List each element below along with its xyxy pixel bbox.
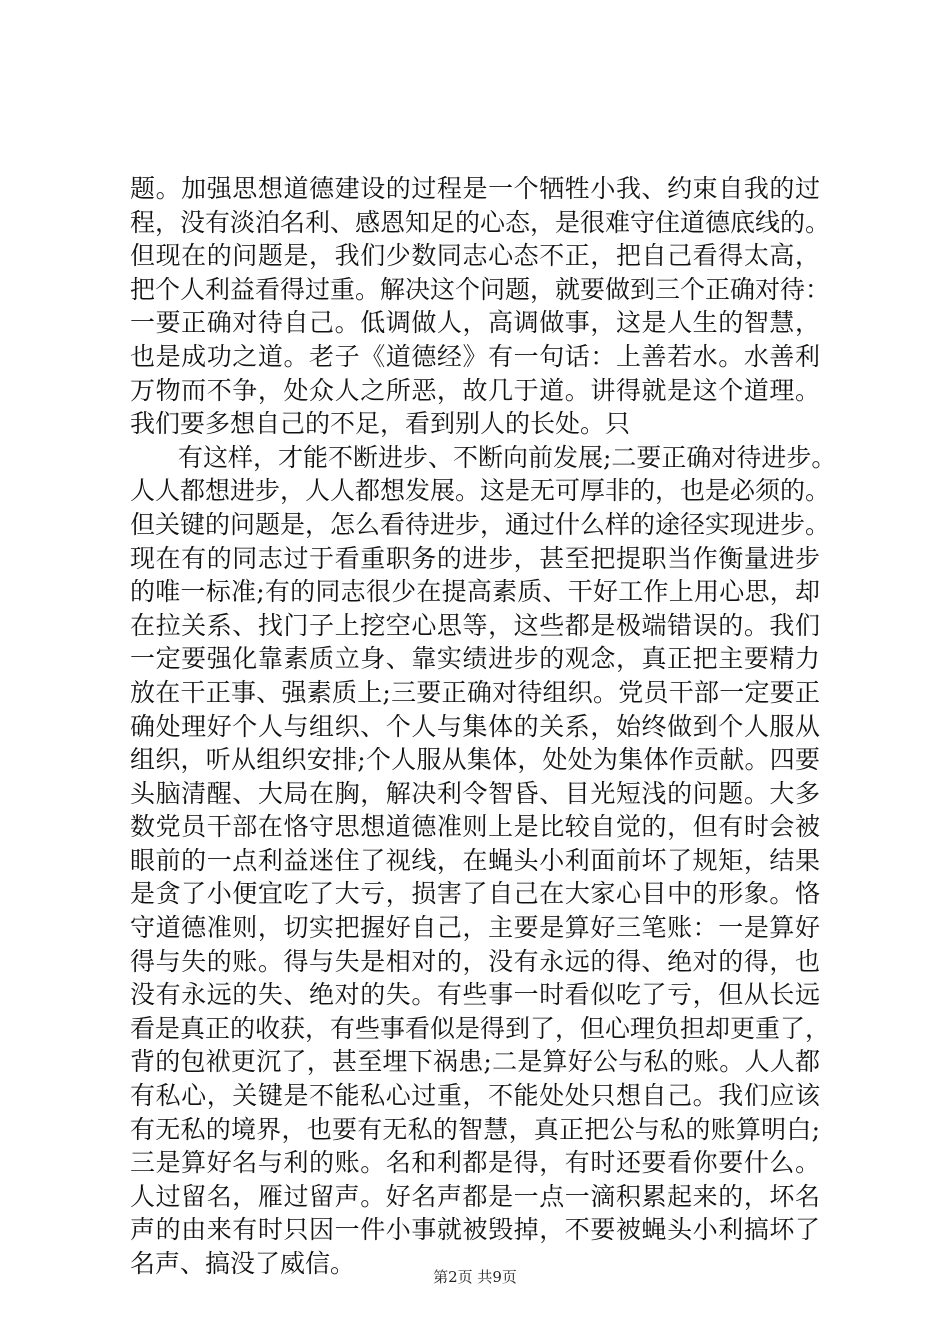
text-line: 看是真正的收获，有些事看似是得到了，但心理负担却更重了，	[130, 1013, 831, 1043]
text-line: 一定要强化靠素质立身、靠实绩进步的观念，真正把主要精力	[130, 644, 820, 674]
text-line: 题。加强思想道德建设的过程是一个牺牲小我、约束自我的过	[130, 174, 820, 203]
text-line: 的唯一标准;有的同志很少在提高素质、干好工作上用心思，却	[130, 577, 820, 607]
text-line: 有私心，关键是不能私心过重，不能处处只想自己。我们应该	[130, 1081, 820, 1111]
text-line: 有无私的境界，也要有无私的智慧，真正把公与私的账算明白;	[130, 1114, 820, 1144]
text-line: 确处理好个人与组织、个人与集体的关系，始终做到个人服从	[130, 711, 820, 741]
text-line: 现在有的同志过于看重职务的进步，甚至把提职当作衡量进步	[130, 543, 820, 573]
text-line-indented: 有这样，才能不断进步、不断向前发展;二要正确对待进步。	[178, 442, 837, 472]
text-line: 三是算好名与利的账。名和利都是得，有时还要看你要什么。	[130, 1148, 820, 1178]
text-line: 得与失的账。得与失是相对的，没有永远的得、绝对的得，也	[130, 946, 820, 976]
text-line: 我们要多想自己的不足，看到别人的长处。只	[130, 409, 631, 439]
text-line: 没有永远的失、绝对的失。有些事一时看似吃了亏，但从长远	[130, 980, 820, 1010]
text-line: 把个人利益看得过重。解决这个问题，就要做到三个正确对待：	[130, 274, 831, 304]
text-line: 万物而不争，处众人之所恶，故几于道。讲得就是这个道理。	[130, 375, 820, 405]
page-number-footer: 第2页 共9页	[433, 1268, 517, 1286]
text-line: 程，没有淡泊名利、感恩知足的心态，是很难守住道德底线的。	[130, 207, 831, 237]
text-line: 数党员干部在恪守思想道德准则上是比较自觉的，但有时会被	[130, 812, 820, 842]
text-line: 但关键的问题是，怎么看待进步，通过什么样的途径实现进步。	[130, 509, 831, 539]
text-line: 放在干正事、强素质上;三要正确对待组织。党员干部一定要正	[130, 677, 820, 707]
text-line: 名声、搞没了威信。	[130, 1249, 356, 1278]
text-line: 一要正确对待自己。低调做人，高调做事，这是人生的智慧，	[130, 308, 820, 338]
text-line: 在拉关系、找门子上挖空心思等，这些都是极端错误的。我们	[130, 610, 820, 640]
text-line: 眼前的一点利益迷住了视线，在蝇头小利面前坏了规矩，结果	[130, 845, 820, 875]
text-line: 但现在的问题是，我们少数同志心态不正，把自己看得太高，	[130, 241, 820, 271]
text-line: 是贪了小便宜吃了大亏，损害了自己在大家心目中的形象。恪	[130, 879, 820, 909]
text-line: 守道德准则，切实把握好自己，主要是算好三笔账：一是算好	[130, 913, 820, 943]
text-line: 也是成功之道。老子《道德经》有一句话：上善若水。水善利	[130, 341, 820, 371]
text-line: 背的包袱更沉了，甚至埋下祸患;二是算好公与私的账。人人都	[130, 1047, 820, 1077]
text-line: 声的由来有时只因一件小事就被毁掉，不要被蝇头小利搞坏了	[130, 1215, 820, 1245]
text-line: 人过留名，雁过留声。好名声都是一点一滴积累起来的，坏名	[130, 1181, 820, 1211]
text-line: 人人都想进步，人人都想发展。这是无可厚非的，也是必须的。	[130, 476, 831, 506]
body-text	[130, 172, 837, 1281]
text-line: 组织，听从组织安排;个人服从集体，处处为集体作贡献。四要	[130, 745, 820, 775]
text-line: 头脑清醒、大局在胸，解决利令智昏、目光短浅的问题。大多	[130, 778, 820, 808]
